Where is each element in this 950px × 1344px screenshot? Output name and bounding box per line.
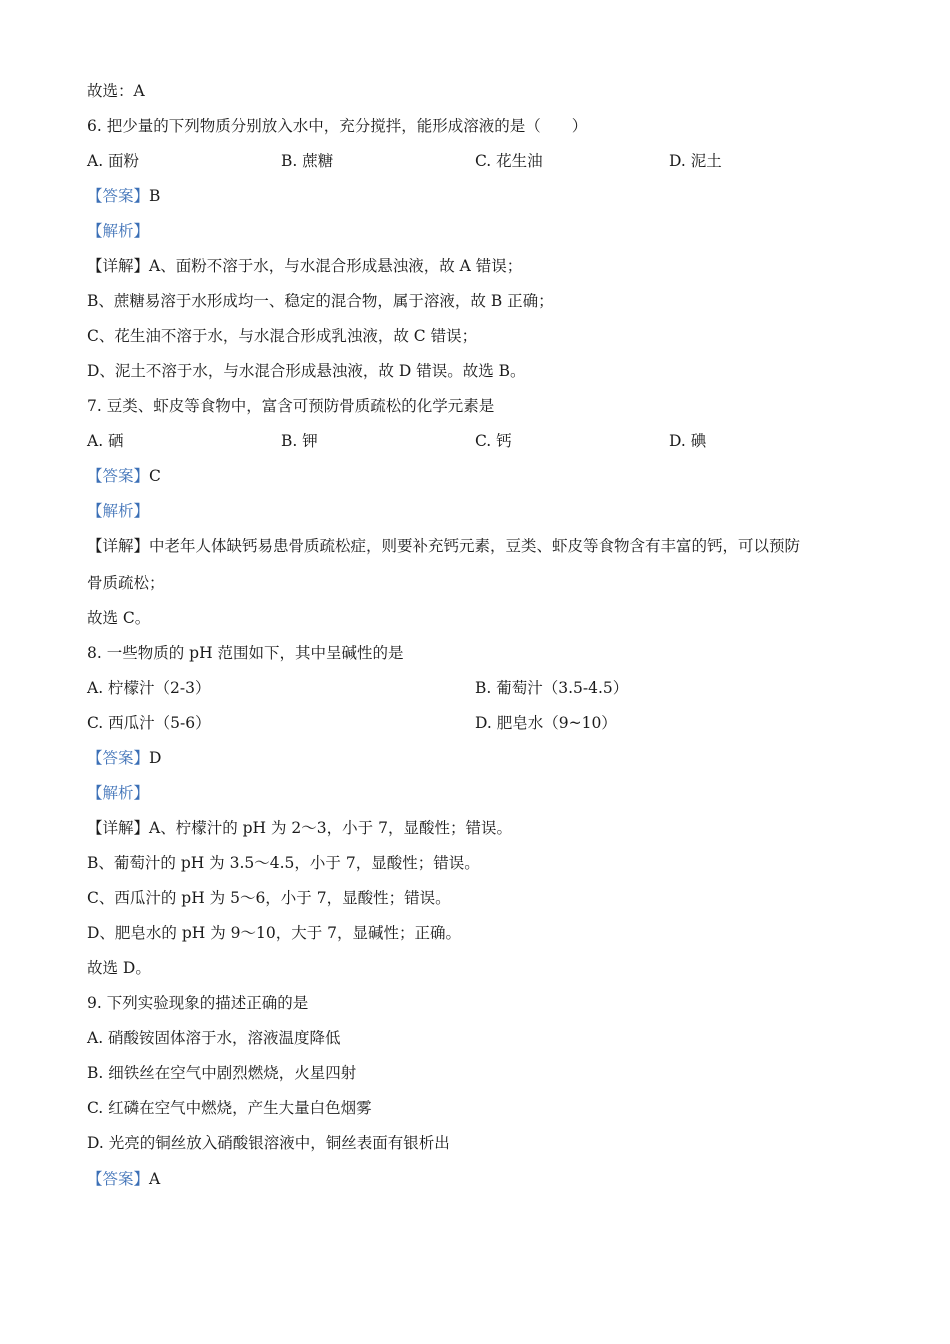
- q6-option-a: A. 面粉: [87, 152, 140, 170]
- answer-value: D: [149, 749, 162, 767]
- q7-detail-2: 骨质疏松；: [87, 574, 165, 592]
- answer-tag: 【答案】: [87, 187, 150, 205]
- q7-option-b: B. 钾: [281, 432, 318, 450]
- detail-text: 中老年人体缺钙易患骨质疏松症，则要补充钙元素，豆类、虾皮等食物含有丰富的钙，可以预防: [149, 537, 801, 555]
- q7-analysis-tag: 【解析】: [87, 502, 150, 520]
- q7-answer: [87, 466, 161, 486]
- answer-value: C: [149, 467, 161, 485]
- detail-text: A、柠檬汁的 pH 为 2～3，小于 7，显酸性；错误。: [149, 819, 512, 837]
- question-7: 7. 豆类、虾皮等食物中，富含可预防骨质疏松的化学元素是: [87, 397, 495, 415]
- choose-line-q5: 故选：A: [87, 82, 145, 100]
- detail-tag: 【详解】: [87, 257, 150, 275]
- q6-option-c: C. 花生油: [475, 152, 543, 170]
- q7-detail-1: [87, 536, 800, 556]
- q9-answer: [87, 1169, 160, 1189]
- q6-detail-3: C、花生油不溶于水，与水混合形成乳浊液，故 C 错误；: [87, 327, 478, 345]
- q8-option-a: A. 柠檬汁（2-3）: [87, 679, 211, 697]
- q9-option-c: C. 红磷在空气中燃烧，产生大量白色烟雾: [87, 1099, 372, 1117]
- q8-choose: 故选 D。: [87, 959, 151, 977]
- q8-detail-3: C、西瓜汁的 pH 为 5～6，小于 7，显酸性；错误。: [87, 889, 451, 907]
- q6-option-b: B. 蔗糖: [281, 152, 334, 170]
- answer-value: A: [149, 1170, 161, 1188]
- q7-option-d: D. 碘: [669, 432, 707, 450]
- q6-detail-4: D、泥土不溶于水，与水混合形成悬浊液，故 D 错误。故选 B。: [87, 362, 526, 380]
- answer-tag: 【答案】: [87, 467, 150, 485]
- q9-option-a: A. 硝酸铵固体溶于水，溶液温度降低: [87, 1029, 341, 1047]
- q7-option-c: C. 钙: [475, 432, 512, 450]
- detail-tag: 【详解】: [87, 537, 150, 555]
- q6-detail-1: [87, 256, 522, 276]
- q8-answer: [87, 748, 161, 768]
- q6-analysis-tag: 【解析】: [87, 222, 150, 240]
- answer-tag: 【答案】: [87, 1170, 150, 1188]
- question-9: 9. 下列实验现象的描述正确的是: [87, 994, 309, 1012]
- q6-answer: [87, 186, 160, 206]
- q7-choose: 故选 C。: [87, 609, 151, 627]
- q8-option-c: C. 西瓜汁（5-6）: [87, 714, 211, 732]
- q8-option-b: B. 葡萄汁（3.5-4.5）: [475, 679, 629, 697]
- q6-detail-2: B、蔗糖易溶于水形成均一、稳定的混合物，属于溶液，故 B 正确；: [87, 292, 554, 310]
- q9-option-d: D. 光亮的铜丝放入硝酸银溶液中，铜丝表面有银析出: [87, 1134, 450, 1152]
- q8-detail-2: B、葡萄汁的 pH 为 3.5～4.5，小于 7，显酸性；错误。: [87, 854, 480, 872]
- answer-value: B: [149, 187, 161, 205]
- q7-option-a: A. 硒: [87, 432, 124, 450]
- answer-tag: 【答案】: [87, 749, 150, 767]
- q8-detail-4: D、肥皂水的 pH 为 9～10，大于 7，显碱性；正确。: [87, 924, 462, 942]
- detail-text: A、面粉不溶于水，与水混合形成悬浊液，故 A 错误；: [149, 257, 523, 275]
- question-6: 6. 把少量的下列物质分别放入水中，充分搅拌，能形成溶液的是（ ）: [87, 117, 588, 135]
- q8-analysis-tag: 【解析】: [87, 784, 150, 802]
- question-8: 8. 一些物质的 pH 范围如下，其中呈碱性的是: [87, 644, 404, 662]
- q8-detail-1: [87, 818, 512, 838]
- detail-tag: 【详解】: [87, 819, 150, 837]
- q8-option-d: D. 肥皂水（9~10）: [475, 714, 617, 732]
- q9-option-b: B. 细铁丝在空气中剧烈燃烧，火星四射: [87, 1064, 357, 1082]
- q6-option-d: D. 泥土: [669, 152, 722, 170]
